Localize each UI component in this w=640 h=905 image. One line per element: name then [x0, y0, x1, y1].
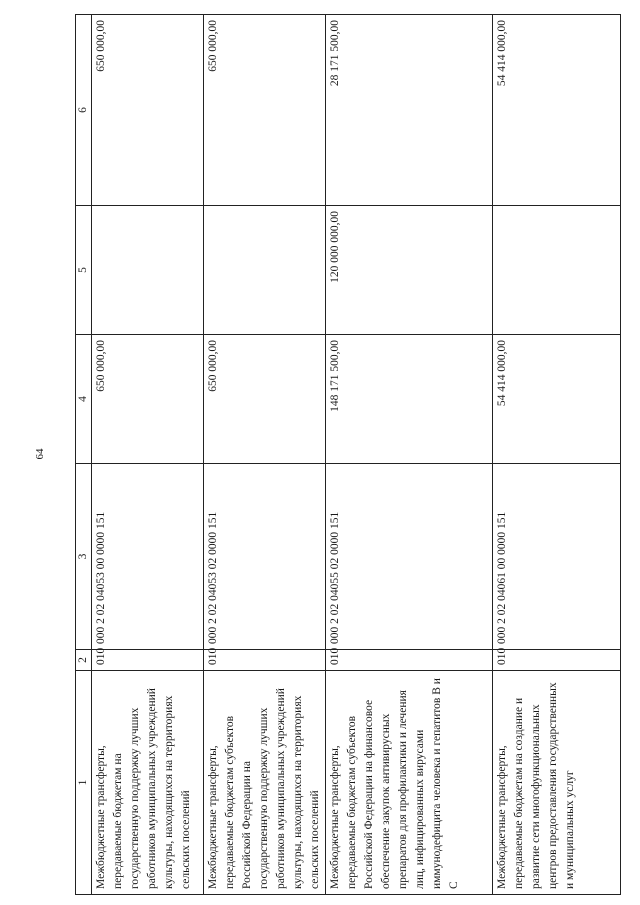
header-row [76, 15, 92, 895]
table-row [92, 15, 204, 895]
page-number: 64 [34, 448, 46, 460]
row-admin-code: 010 [92, 650, 204, 671]
row-col6: 650 000,00 [204, 15, 326, 206]
row-col5 [204, 206, 326, 335]
header-col-5: 5 [76, 206, 92, 335]
row-col5 [493, 206, 621, 335]
row-name: Межбюджетные трансферты, передаваемые бюджетам на государственную поддержку лучших работников муниципальных учреждений культуры, находящихся на территориях сельских поселений [92, 671, 204, 895]
row-name: Межбюджетные трансферты, передаваемые бюджетам на создание и развитие сети многофункциональных центров предоставления государственных и муниципальных услуг [493, 671, 621, 895]
table-row [204, 15, 326, 895]
row-col6: 650 000,00 [92, 15, 204, 206]
row-name: Межбюджетные трансферты, передаваемые бюджетам субъектов Российской Федерации на финансовое обеспечение закупок антивирусных препаратов для профилактики и лечения лиц, инфицированных вирусами иммунодефицита человека и гепатитов B и C [326, 671, 493, 895]
row-admin-code: 010 [204, 650, 326, 671]
table-row [493, 15, 621, 895]
row-col4: 54 414 000,00 [493, 335, 621, 464]
header-col-4: 4 [76, 335, 92, 464]
row-kbk: 000 2 02 04053 00 0000 151 [92, 464, 204, 650]
row-col4: 650 000,00 [92, 335, 204, 464]
header-col-6: 6 [76, 15, 92, 206]
row-col5 [92, 206, 204, 335]
budget-table [75, 14, 621, 895]
table-row [326, 15, 493, 895]
row-col4: 650 000,00 [204, 335, 326, 464]
row-admin-code: 010 [326, 650, 493, 671]
row-col5: 120 000 000,00 [326, 206, 493, 335]
row-col4: 148 171 500,00 [326, 335, 493, 464]
row-name: Межбюджетные трансферты, передаваемые бюджетам субъектов Российской Федерации на государственную поддержку лучших работников муниципальных учреждений культуры, находящихся на территориях сельских поселений [204, 671, 326, 895]
header-col-3: 3 [76, 464, 92, 650]
row-admin-code: 010 [493, 650, 621, 671]
rotated-table-container [75, 15, 615, 895]
row-col6: 54 414 000,00 [493, 15, 621, 206]
row-col6: 28 171 500,00 [326, 15, 493, 206]
header-col-1: 1 [76, 671, 92, 895]
header-col-2: 2 [76, 650, 92, 671]
row-kbk: 000 2 02 04053 02 0000 151 [204, 464, 326, 650]
row-kbk: 000 2 02 04061 00 0000 151 [493, 464, 621, 650]
row-kbk: 000 2 02 04055 02 0000 151 [326, 464, 493, 650]
